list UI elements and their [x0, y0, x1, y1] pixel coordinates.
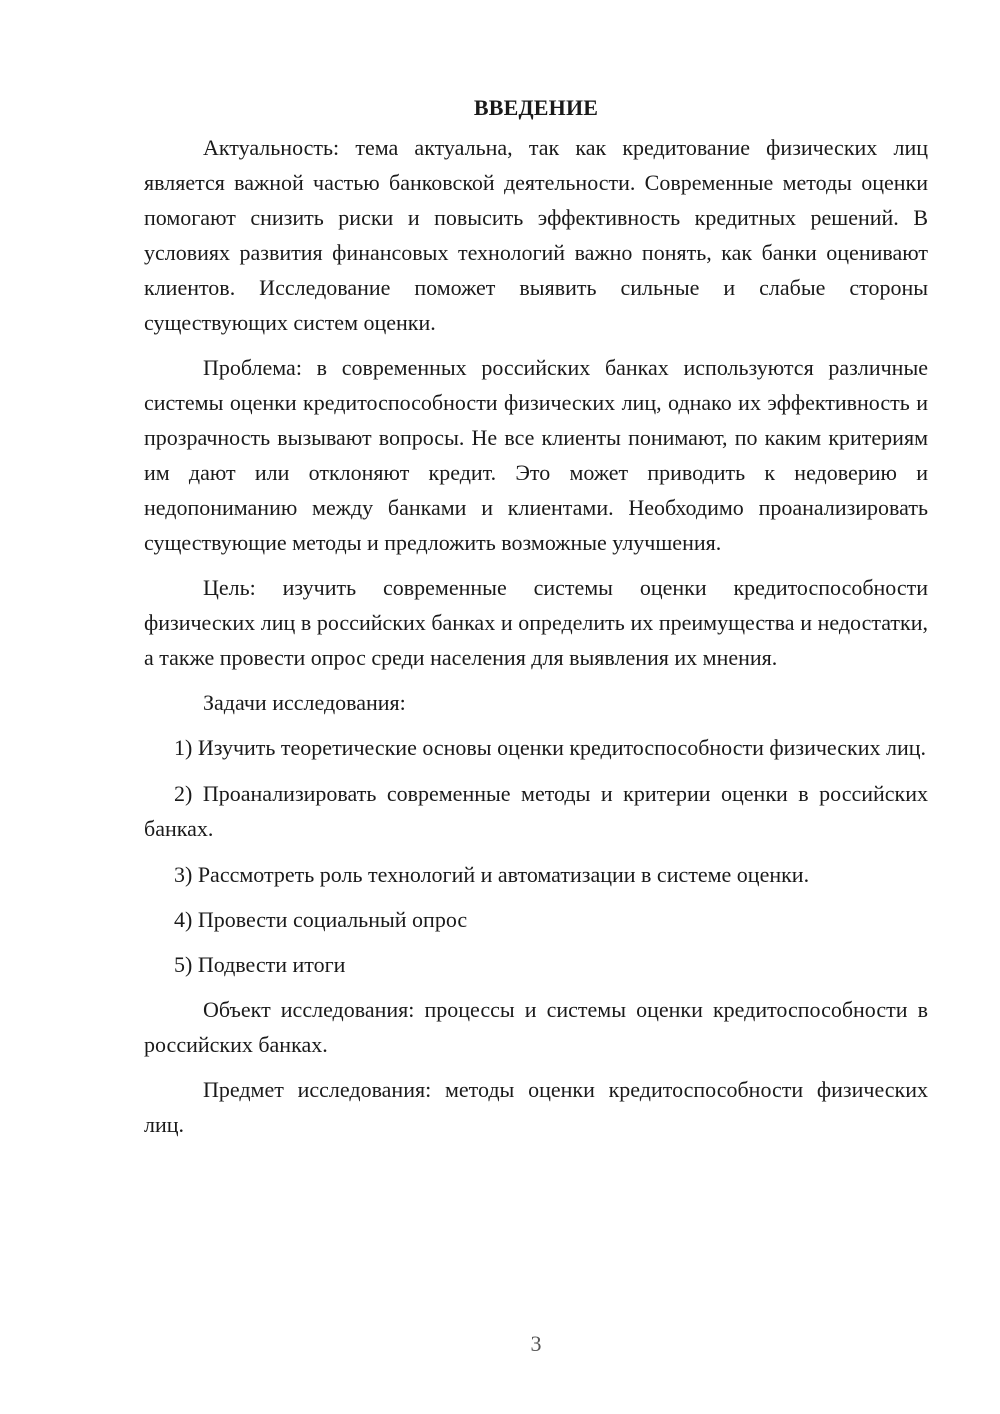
task-item-1: 1) Изучить теоретические основы оценки кредитоспособности физических лиц.: [174, 735, 926, 760]
paragraph-goal: Цель: изучить современные системы оценки кредитоспособности физических лиц в российских банках и определить их преимущества и недостатки, а также провести опрос среди населения для выявления их мнения.: [144, 575, 928, 670]
task-item-2: 2) Проанализировать современные методы и критерии оценки в российских банках.: [144, 781, 928, 841]
task-item-5: 5) Подвести итоги: [174, 952, 346, 977]
paragraph-problem: Проблема: в современных российских банках используются различные системы оценки кредитоспособности физических лиц, однако их эффективность и прозрачность вызывают вопросы. Не все клиенты понимают, по каким критериям им дают или отклоняют кредит. Это может приводить к недоверию и недопониманию между банками и клиентами. Необходимо проанализировать существующие методы и предложить возможные улучшения.: [144, 355, 928, 555]
page-content: [144, 90, 928, 1152]
page-number: 3: [530, 1331, 542, 1356]
tasks-title: Задачи исследования:: [203, 690, 406, 715]
paragraph-object: Объект исследования: процессы и системы оценки кредитоспособности в российских банках.: [144, 997, 928, 1057]
paragraph-subject: Предмет исследования: методы оценки кредитоспособности физических лиц.: [144, 1077, 928, 1137]
task-item-3: 3) Рассмотреть роль технологий и автоматизации в системе оценки.: [174, 862, 810, 887]
section-heading: ВВЕДЕНИЕ: [473, 95, 599, 120]
paragraph-relevance: Актуальность: тема актуальна, так как кредитование физических лиц является важной частью банковской деятельности. Современные методы оценки помогают снизить риски и повысить эффективность кредитных решений. В условиях развития финансовых технологий важно понять, как банки оценивают клиентов. Исследование поможет выявить сильные и слабые стороны существующих систем оценки.: [144, 135, 928, 335]
task-item-4: 4) Провести социальный опрос: [174, 907, 468, 932]
